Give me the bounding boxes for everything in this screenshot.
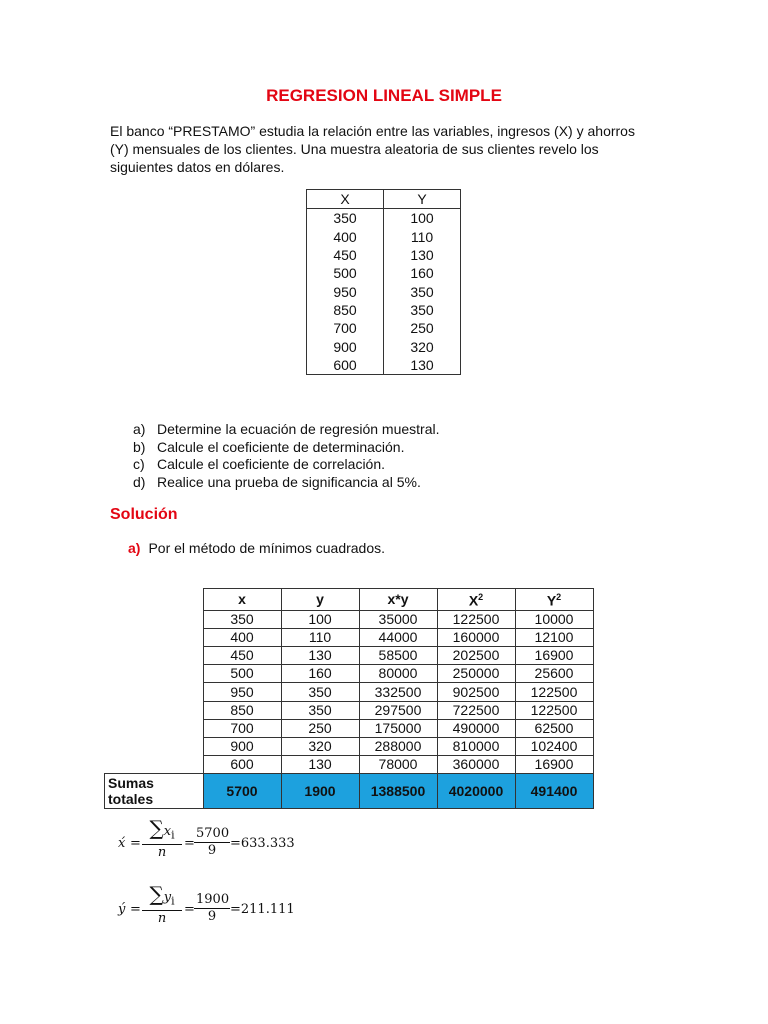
cell-x-squared: 810000 [437,737,515,755]
cell-x: 700 [307,319,384,337]
table-row [307,282,461,300]
cell-y-squared: 16900 [515,647,593,665]
header-x-squared: $X^2$ [437,589,515,611]
solution-heading: Solución [110,506,178,523]
cell-x: 600 [307,356,384,375]
cell-x: 950 [203,683,281,701]
cell-y-squared: 25600 [515,665,593,683]
total-xy: 1388500 [359,774,437,809]
table-row [105,647,594,665]
table-row [105,756,594,774]
header-y: Y [384,190,461,209]
cell-y: 350 [281,683,359,701]
table-header-row [105,589,594,611]
cell-y-squared: 12100 [515,628,593,646]
cell-y: 130 [384,246,461,264]
cell-y: 160 [281,665,359,683]
cell-x: 400 [203,628,281,646]
cell-y: 130 [384,356,461,375]
cell-xy: 35000 [359,610,437,628]
total-y-squared: 491400 [515,774,593,809]
cell-x: 700 [203,719,281,737]
method-line [128,540,385,556]
cell-y: 100 [281,610,359,628]
header-x: x [203,589,281,611]
totals-label: Sumas totales [105,774,204,809]
cell-x: 400 [307,228,384,246]
list-item: b) Calcule el coeficiente de determinación. [133,438,405,455]
header-y-squared: $Y^2$ [515,589,593,611]
cell-x: 950 [307,282,384,300]
cell-y: 110 [281,628,359,646]
cell-xy: 297500 [359,701,437,719]
cell-x-squared: 360000 [437,756,515,774]
table-row [105,719,594,737]
list-item: d) Realice una prueba de significancia al 5%. [133,473,421,490]
cell-y: 250 [281,719,359,737]
cell-y-squared: 122500 [515,701,593,719]
cell-x-squared: 202500 [437,647,515,665]
cell-y: 110 [384,228,461,246]
header-x: X [307,190,384,209]
table-row [307,209,461,228]
cell-y: 160 [384,264,461,282]
method-text: Por el método de mínimos cuadrados. [148,540,386,556]
cell-x-squared: 722500 [437,701,515,719]
document-title: REGRESION LINEAL SIMPLE [266,86,502,105]
cell-y: 130 [281,647,359,665]
table-row [105,737,594,755]
cell-x-squared: 490000 [437,719,515,737]
header-xy: x*y [359,589,437,611]
cell-y: 250 [384,319,461,337]
cell-y: 350 [384,282,461,300]
totals-row [105,774,594,809]
cell-x-squared: 160000 [437,628,515,646]
cell-x-squared: 902500 [437,683,515,701]
table-row [307,337,461,355]
table-row [105,628,594,646]
intro-paragraph: El banco “PRESTAMO” estudia la relación entre las variables, ingresos (X) y ahorros (Y) mensuales de los clientes. Una muestra aleatoria de sus clientes revelo los siguientes datos en dólares. [110,123,635,175]
cell-xy: 288000 [359,737,437,755]
table-row [307,319,461,337]
cell-y: 320 [281,737,359,755]
cell-x: 450 [203,647,281,665]
cell-y-squared: 16900 [515,756,593,774]
question-list [133,421,439,491]
cell-x: 350 [203,610,281,628]
data-table [306,189,461,375]
table-row [307,356,461,375]
cell-y-squared: 102400 [515,737,593,755]
cell-x: 450 [307,246,384,264]
cell-x: 500 [203,665,281,683]
cell-x: 900 [203,737,281,755]
table-row [307,264,461,282]
cell-x: 600 [203,756,281,774]
list-item: a) Determine la ecuación de regresión muestral. [133,421,440,437]
table-row [105,701,594,719]
table-row [307,301,461,319]
cell-x: 850 [203,701,281,719]
header-y: y [281,589,359,611]
cell-y: 100 [384,209,461,228]
cell-y-squared: 62500 [515,719,593,737]
total-x: 5700 [203,774,281,809]
cell-x-squared: 122500 [437,610,515,628]
cell-y: 350 [384,301,461,319]
method-letter: a) [128,540,141,556]
cell-xy: 80000 [359,665,437,683]
cell-xy: 58500 [359,647,437,665]
table-header-row [307,190,461,209]
table-row [307,228,461,246]
cell-x-squared: 250000 [437,665,515,683]
table-row [105,665,594,683]
cell-x: 500 [307,264,384,282]
cell-y: 130 [281,756,359,774]
cell-y-squared: 122500 [515,683,593,701]
cell-xy: 78000 [359,756,437,774]
total-x-squared: 4020000 [437,774,515,809]
table-row [105,610,594,628]
table-row [105,683,594,701]
cell-x: 900 [307,337,384,355]
calculation-table [104,588,594,809]
cell-xy: 44000 [359,628,437,646]
total-y: 1900 [281,774,359,809]
cell-y: 350 [281,701,359,719]
table-row [307,246,461,264]
list-item: c) Calcule el coeficiente de correlación. [133,456,386,472]
cell-x: 350 [307,209,384,228]
cell-y: 320 [384,337,461,355]
cell-xy: 175000 [359,719,437,737]
cell-x: 850 [307,301,384,319]
cell-y-squared: 10000 [515,610,593,628]
cell-xy: 332500 [359,683,437,701]
